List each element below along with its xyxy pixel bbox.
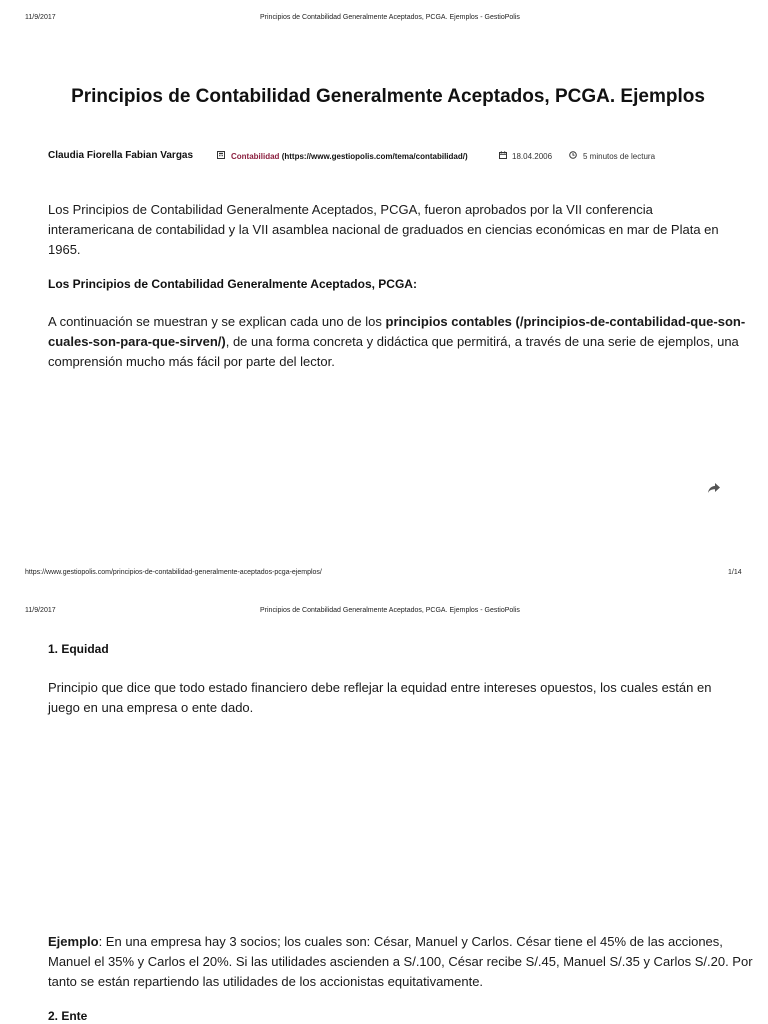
category-label[interactable]: Contabilidad — [231, 152, 280, 161]
continuation-text: , de una forma concreta y didáctica que permitirá, a través de una serie de ejemplos, una — [225, 334, 739, 349]
example-text: : En una empresa hay 3 socios; los cuales son: César, Manuel y Carlos. César tiene el 45% de las acciones, — [98, 934, 723, 949]
principles-link-cont[interactable]: cuales-son-para-que-sirven/) — [48, 334, 226, 349]
calendar-icon — [499, 151, 507, 159]
section-paragraph — [48, 678, 728, 718]
example-text: tanto se están repartiendo las utilidades de los accionistas equitativamente. — [48, 974, 484, 989]
intro-line: 1965. — [48, 242, 81, 257]
example-text: Manuel el 35% y Carlos el 20%. Si las utilidades ascienden a S/.100, César recibe S/.45, Manuel S/.35 y Carlos S/.20. Por — [48, 954, 753, 969]
intro-line: interamericana de contabilidad y la VII asamblea nacional de graduados en ciencias económicas en mar de Plata en — [48, 222, 719, 237]
category-url: (https://www.gestiopolis.com/tema/contabilidad/) — [281, 152, 468, 161]
print-header-date: 11/9/2017 — [25, 607, 56, 614]
clock-icon — [569, 151, 577, 159]
print-footer-page: 1/14 — [728, 569, 742, 576]
print-header-title: Principios de Contabilidad Generalmente Aceptados, PCGA. Ejemplos - GestioPolis — [260, 14, 520, 21]
section-heading: Los Principios de Contabilidad Generalmente Aceptados, PCGA: — [48, 277, 417, 291]
publish-date: 18.04.2006 — [512, 152, 553, 161]
category-link[interactable] — [231, 152, 468, 161]
intro-paragraph — [48, 200, 728, 260]
calculator-icon — [217, 151, 225, 159]
continuation-paragraph — [48, 312, 746, 372]
print-header-date: 11/9/2017 — [25, 14, 56, 21]
section-line: Principio que dice que todo estado financiero debe reflejar la equidad entre intereses opuestos, los cuales están en — [48, 680, 712, 695]
author-name[interactable]: Claudia Fiorella Fabian Vargas — [48, 150, 194, 161]
principles-link[interactable]: principios contables (/principios-de-contabilidad-que-son- — [385, 314, 746, 329]
continuation-text: A continuación se muestran y se explican cada uno de los — [48, 314, 386, 329]
example-label: Ejemplo — [48, 934, 99, 949]
section-heading: 2. Ente — [48, 1009, 88, 1023]
share-icon[interactable] — [707, 482, 721, 494]
print-footer-url: https://www.gestiopolis.com/principios-de-contabilidad-generalmente-aceptados-pcga-ejemplos/ — [25, 569, 322, 576]
section-line: juego en una empresa o ente dado. — [48, 700, 254, 715]
reading-time: 5 minutos de lectura — [583, 152, 656, 161]
print-header-title: Principios de Contabilidad Generalmente Aceptados, PCGA. Ejemplos - GestioPolis — [260, 607, 520, 614]
continuation-text: comprensión mucho más fácil por parte del lector. — [48, 354, 335, 369]
section-heading: 1. Equidad — [48, 642, 109, 656]
article-title: Principios de Contabilidad Generalmente Aceptados, PCGA. Ejemplos — [71, 86, 705, 107]
intro-line: Los Principios de Contabilidad Generalmente Aceptados, PCGA, fueron aprobados por la VII conferencia — [48, 202, 653, 217]
example-paragraph — [48, 932, 753, 992]
